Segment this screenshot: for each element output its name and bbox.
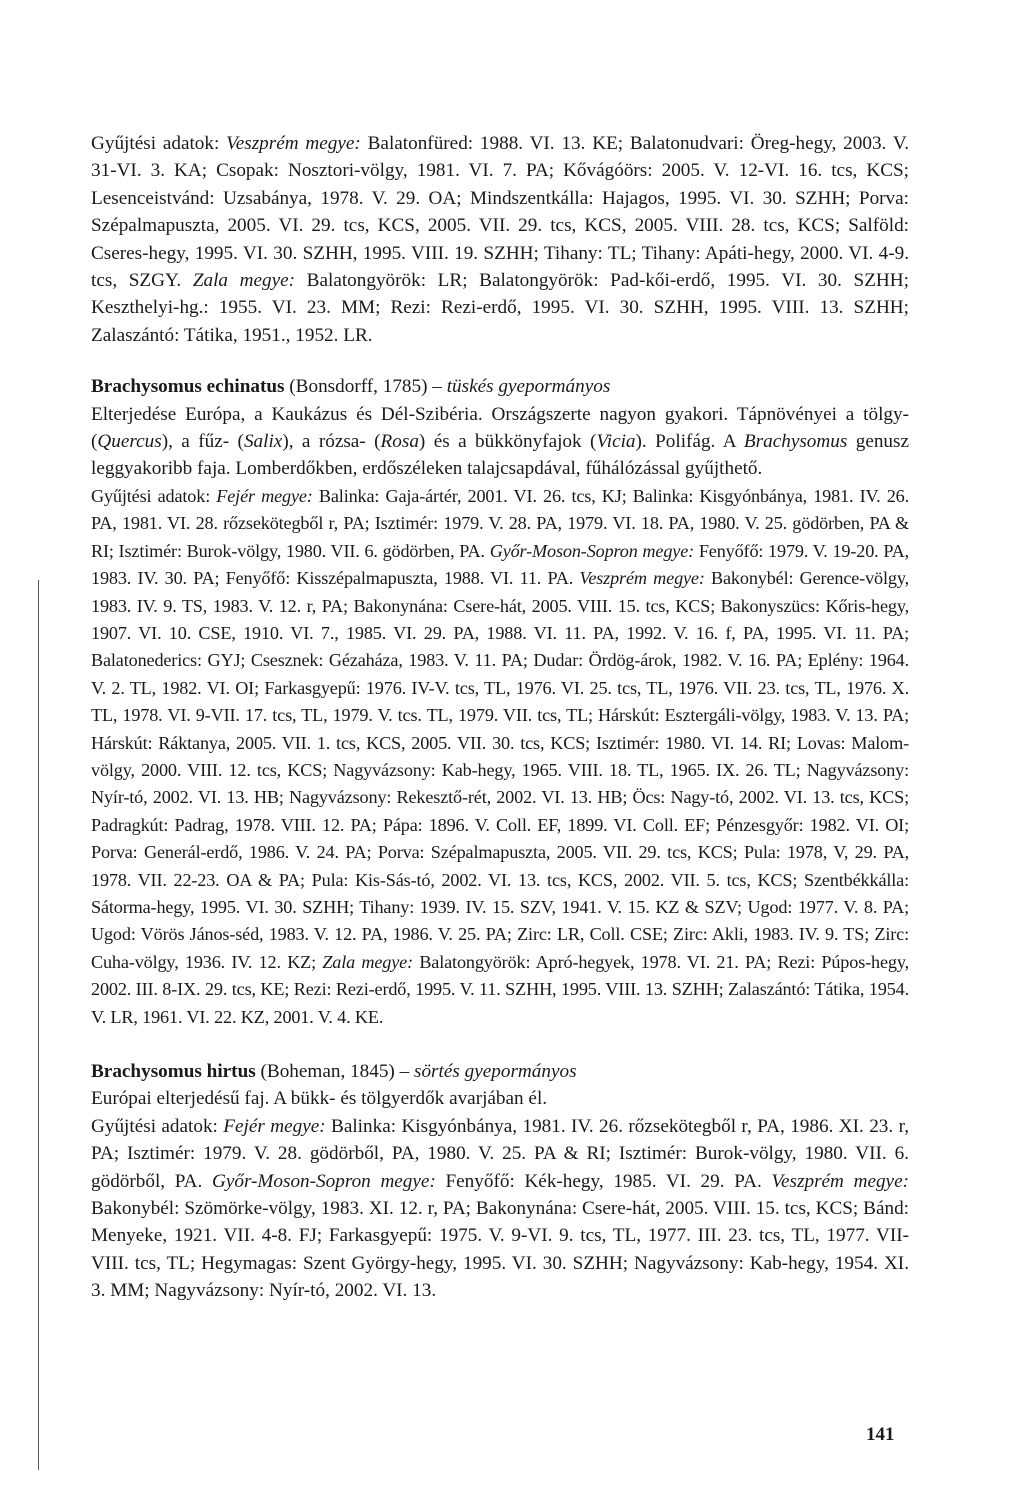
species-author: (Boheman, 1845) – (255, 1061, 414, 1082)
county-label: Győr-Moson-Sopron megye: (211, 1170, 436, 1192)
county-label: Fejér megye: (223, 1115, 326, 1137)
text-run: genusz leggyakoribb faja. Lomberdőkben, erdőszéleken talajcsapdával, fűhálózással gyűjthető. (91, 431, 910, 480)
species-description (91, 1085, 909, 1112)
taxon-name: Rosa (380, 431, 419, 453)
county-label: Győr-Moson-Sopron megye: (489, 540, 695, 561)
species-heading (91, 1058, 909, 1085)
text-run: Fenyőfő: 1979. V. 19-20. PA, 1983. IV. 30. PA; Fenyőfő: Kisszépalmapuszta, 1988. VI. 11. PA. (91, 540, 909, 589)
text-run: Gyűjtési adatok: (91, 1115, 224, 1137)
species-description (91, 401, 909, 483)
county-label: Zala megye: (192, 270, 296, 292)
text-run: Fenyőfő: Kék-hegy, 1985. VI. 29. PA. (435, 1170, 772, 1192)
text-run: Balinka: Kisgyónbánya, 1981. IV. 26. rőzsekötegből r, PA, 1986. XI. 23. r, PA; Isztimér: 1979. V. 28. gödörből, PA, 1980. V. 25. PA & RI; Isztimér: Burok-völgy, 1980. VII. 6. gödörből, PA. (91, 1115, 909, 1192)
text-run: Elterjedése Európa, a Kaukázus és Dél-Szibéria. Országszerte nagyon gyakori. Tápnövényei a tölgy- ( (91, 403, 909, 453)
taxon-name: Vicia (596, 431, 636, 453)
taxon-name: Quercus (97, 431, 162, 453)
text-run: Balatongyörök: Apró-hegyek, 1978. VI. 21. PA; Rezi: Púpos-hegy, 2002. III. 8-IX. 29. tcs, KE; Rezi: Rezi-erdő, 1995. V. 11. SZHH, 1995. VIII. 13. SZHH; Zalaszántó: Tátika, 1954. V. LR, 1961. VI. 22. KZ, 2001. V. 4. KE. (91, 951, 909, 1027)
text-run: ). Polifág. A (635, 431, 744, 453)
text-run: Balatongyörök: LR; Balatongyörök: Pad-kői-erdő, 1995. VI. 30. SZHH; Keszthelyi-hg.: 1955. VI. 23. MM; Rezi: Rezi-erdő, 1995. VI. 30. SZHH, 1995. VIII. 13. SZHH; Zalaszántó: Tátika, 1951., 1952. LR. (91, 270, 909, 346)
text-run: Balatonfüred: 1988. VI. 13. KE; Balatonudvari: Öreg-hegy, 2003. V. 31-VI. 3. KA; Csopak: Nosztori-völgy, 1981. VI. 7. PA; Kővágóörs: 2005. V. 12-VI. 16. tcs, KCS; Lesenceistvánd: Uzsabánya, 1978. V. 29. OA; Mindszentkálla: Hajagos, 1995. VI. 30. SZHH; Porva: Szépalmapuszta, 2005. VI. 29. tcs, KCS, 2005. VII. 29. tcs, KCS, 2005. VIII. 28. tcs, KCS; Salföld: Cseres-hegy, 1995. VI. 30. SZHH, 1995. VIII. 19. SZHH; Tihany: TL; Tihany: Apáti-hegy, 2000. VI. 4-9. tcs, SZGY. (91, 133, 909, 292)
text-run: Gyűjtési adatok: (91, 485, 217, 506)
species-name: Brachysomus echinatus (91, 376, 285, 398)
species-name: Brachysomus hirtus (91, 1061, 256, 1082)
county-label: Fejér megye: (216, 485, 313, 506)
collection-data-paragraph (91, 1113, 909, 1305)
species-common-name: sörtés gyepormányos (414, 1061, 577, 1082)
county-label: Veszprém megye: (579, 568, 705, 589)
collection-data-paragraph (91, 130, 909, 349)
page-number: 141 (866, 1424, 895, 1445)
text-run: ), a rózsa- ( (282, 431, 381, 453)
page-body (91, 130, 909, 1305)
taxon-name: Brachysomus (743, 431, 848, 453)
species-heading (91, 373, 909, 400)
collection-data-paragraph (91, 483, 909, 1031)
taxon-name: Salix (243, 431, 283, 453)
species-common-name: tüskés gyepormányos (446, 376, 611, 398)
text-run: Gyűjtési adatok: (91, 133, 227, 154)
text-run: Balinka: Gaja-ártér, 2001. VI. 26. tcs, KJ; Balinka: Kisgyónbánya, 1981. IV. 26. PA, 1981. VI. 28. rőzsekötegből r, PA; Isztimér: 1979. V. 28. PA, 1979. VI. 18. PA, 1980. V. 25. gödörben, PA & RI; Isztimér: Burok-völgy, 1980. VII. 6. gödörben, PA. (91, 485, 909, 561)
text-run: Bakonybél: Gerence-völgy, 1983. IV. 9. TS, 1983. V. 12. r, PA; Bakonynána: Csere-hát, 2005. VIII. 15. tcs, KCS; Bakonyszücs: Kőris-hegy, 1907. VI. 10. CSE, 1910. VI. 7., 1985. VI. 29. PA, 1988. VI. 11. PA, 1992. V. 16. f, PA, 1995. VI. 11. PA; Balatonederics: GYJ; Csesznek: Gézaháza, 1983. V. 11. PA; Dudar: Ördög-árok, 1982. V. 16. PA; Eplény: 1964. V. 2. TL, 1982. VI. OI; Farkasgyepű: 1976. IV-V. tcs, TL, 1976. VI. 25. tcs, TL, 1976. VII. 23. tcs, TL, 1976. X. TL, 1978. VI. 9-VII. 17. tcs, TL, 1979. V. tcs. TL, 1979. VII. tcs, TL; Hárskút: Esztergáli-völgy, 1983. V. 13. PA; Hárskút: Ráktanya, 2005. VII. 1. tcs, KCS, 2005. VII. 30. tcs, KCS; Isztimér: 1980. VI. 14. RI; Lovas: Malom-völgy, 2000. VIII. 12. tcs, KCS; Nagyvázsony: Kab-hegy, 1965. VIII. 18. TL, 1965. IX. 26. TL; Nagyvázsony: Nyír-tó, 2002. VI. 13. HB; Nagyvázsony: Rekesztő-rét, 2002. VI. 13. HB; Öcs: Nagy-tó, 2002. VI. 13. tcs, KCS; Padragkút: Padrag, 1978. VIII. 12. PA; Pápa: 1896. V. Coll. EF, 1899. VI. Coll. EF; Pénzesgyőr: 1982. VI. OI; Porva: Generál-erdő, 1986. V. 24. PA; Porva: Szépalmapuszta, 2005. VII. 29. tcs, KCS; Pula: 1978, V, 29. PA, 1978. VII. 22-23. OA & PA; Pula: Kis-Sás-tó, 2002. VI. 13. tcs, KCS, 2002. VII. 5. tcs, KCS; Szentbékkálla: Sátorma-hegy, 1995. VI. 30. SZHH; Tihany: 1939. IV. 15. SZV, 1941. V. 15. KZ & SZV; Ugod: 1977. V. 8. PA; Ugod: Vörös János-séd, 1983. V. 12. PA, 1986. V. 25. PA; Zirc: LR, Coll. CSE; Zirc: Akli, 1983. IV. 9. TS; Zirc: Cuha-völgy, 1936. IV. 12. KZ; (91, 568, 909, 972)
text-run: ) és a bükkönyfajok ( (418, 431, 597, 453)
text-run: ), a fűz- ( (161, 431, 244, 453)
species-author: (Bonsdorff, 1785) – (284, 376, 447, 398)
county-label: Veszprém megye: (771, 1170, 909, 1192)
text-run: Európai elterjedésű faj. A bükk- és tölgyerdők avarjában él. (91, 1088, 548, 1110)
county-label: Zala megye: (322, 951, 414, 972)
scan-artifact-line (38, 580, 39, 1470)
county-label: Veszprém megye: (226, 133, 361, 154)
text-run: Bakonybél: Szömörke-völgy, 1983. XI. 12. r, PA; Bakonynána: Csere-hát, 2005. VIII. 15. tcs, KCS; Bánd: Menyeke, 1921. VII. 4-8. FJ; Farkasgyepű: 1975. V. 9-VI. 9. tcs, TL, 1977. III. 23. tcs, TL, 1977. VII-VIII. tcs, TL; Hegymagas: Szent György-hegy, 1995. VI. 30. SZHH; Nagyvázsony: Kab-hegy, 1954. XI. 3. MM; Nagyvázsony: Nyír-tó, 2002. VI. 13. (91, 1198, 909, 1302)
